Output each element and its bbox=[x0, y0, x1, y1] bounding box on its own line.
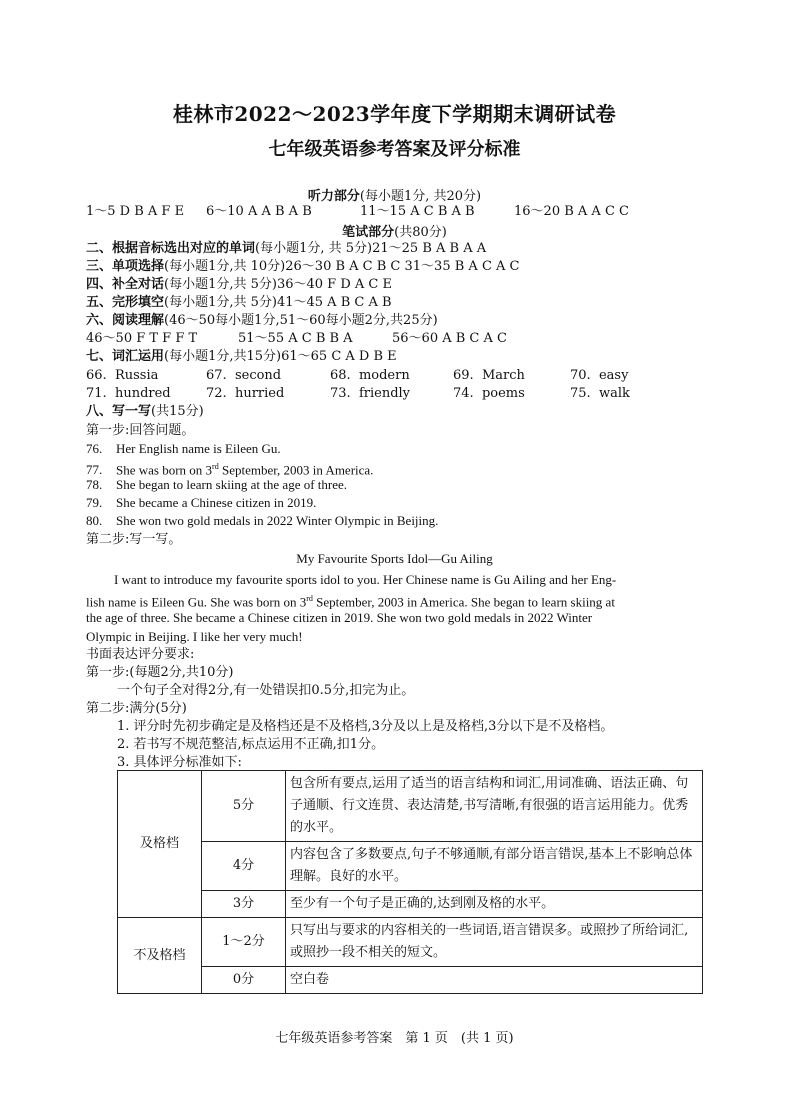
scoring-rule-3: 3. 具体评分标准如下: bbox=[117, 755, 242, 770]
step1-heading: 第一步:回答问题。 bbox=[86, 423, 195, 438]
section-2: 二、根据音标选出对应的单词(每小题1分, 共 5分)21～25 B A B A A bbox=[86, 241, 487, 256]
written-heading: 笔试部分(共80分) bbox=[342, 225, 447, 240]
score-cell: 0分 bbox=[202, 967, 286, 994]
vocab-72: 72. hurried bbox=[206, 386, 285, 401]
criteria-cell: 至少有一个句子是正确的,达到刚及格的水平。 bbox=[286, 891, 703, 918]
vocab-73: 73. friendly bbox=[330, 386, 411, 401]
section-5: 五、完形填空(每小题1分,共 5分)41～45 A B C A B bbox=[86, 295, 392, 310]
section-4: 四、补全对话(每小题1分,共 5分)36～40 F D A C E bbox=[86, 277, 392, 292]
table-row bbox=[118, 891, 703, 918]
listening-group-4: 16～20 B A A C C bbox=[514, 204, 629, 219]
essay-line-4: Olympic in Beijing. I like her very much! bbox=[86, 629, 303, 644]
pass-band-cell: 及格档 bbox=[118, 771, 202, 918]
section-3: 三、单项选择(每小题1分,共 10分)26～30 B A C B C 31～35 B A C A C bbox=[86, 259, 520, 274]
listening-group-2: 6～10 A A B A B bbox=[206, 204, 312, 219]
scoring-rule-2: 2. 若书写不规范整洁,标点运用不正确,扣1分。 bbox=[117, 737, 385, 752]
section-8: 八、写一写(共15分) bbox=[86, 404, 204, 419]
vocab-70: 70. easy bbox=[570, 368, 629, 383]
score-cell: 4分 bbox=[202, 842, 286, 891]
page-footer: 七年级英语参考答案 第 1 页 (共 1 页) bbox=[275, 1031, 514, 1046]
exam-subtitle: 七年级英语参考答案及评分标准 bbox=[268, 139, 521, 160]
vocab-74: 74. poems bbox=[453, 386, 525, 401]
listening-group-3: 11～15 A C B A B bbox=[360, 204, 475, 219]
score-cell: 3分 bbox=[202, 891, 286, 918]
scoring-rule-1: 1. 评分时先初步确定是及格档还是不及格档,3分及以上是及格档,3分以下是不及格档。 bbox=[117, 719, 614, 734]
criteria-cell: 只写出与要求的内容相关的一些词语,语言错误多。或照抄了所给词汇,或照抄一段不相关的短文。 bbox=[286, 918, 703, 967]
vocab-68: 68. modern bbox=[330, 368, 410, 383]
reading-group-2: 51～55 A C B B A bbox=[238, 331, 353, 346]
criteria-cell: 空白卷 bbox=[286, 967, 703, 994]
score-cell: 1～2分 bbox=[202, 918, 286, 967]
listening-heading: 听力部分(每小题1分, 共20分) bbox=[307, 189, 482, 204]
vocab-71: 71. hundred bbox=[86, 386, 171, 401]
scoring-rubric-table bbox=[117, 770, 703, 994]
scoring-heading: 书面表达评分要求: bbox=[86, 647, 195, 662]
essay-line-1: I want to introduce my favourite sports idol to you. Her Chinese name is Gu Ailing and her Eng- bbox=[114, 572, 617, 587]
essay-title: My Favourite Sports Idol—Gu Ailing bbox=[296, 551, 493, 566]
exam-title: 桂林市2022～2023学年度下学期期末调研试卷 bbox=[172, 102, 617, 126]
table-row bbox=[118, 967, 703, 994]
fail-band-cell: 不及格档 bbox=[118, 918, 202, 994]
vocab-69: 69. March bbox=[453, 368, 525, 383]
step2-heading: 第二步:写一写。 bbox=[86, 532, 182, 547]
table-row bbox=[118, 918, 703, 967]
table-row bbox=[118, 771, 703, 842]
answer-78: 78. She began to learn skiing at the age of three. bbox=[86, 477, 348, 492]
reading-group-3: 56～60 A B C A C bbox=[392, 331, 507, 346]
answer-76: 76. Her English name is Eileen Gu. bbox=[86, 441, 281, 456]
vocab-66: 66. Russia bbox=[86, 368, 159, 383]
criteria-cell: 包含所有要点,运用了适当的语言结构和词汇,用词准确、语法正确、句子通顺、行文连贯、表达清楚,书写清晰,有很强的语言运用能力。优秀的水平。 bbox=[286, 771, 703, 842]
essay-line-2: lish name is Eileen Gu. She was born on 3rd September, 2003 in America. She began to learn skiing at bbox=[86, 594, 615, 610]
answer-80: 80. She won two gold medals in 2022 Winter Olympic in Beijing. bbox=[86, 513, 439, 528]
vocab-75: 75. walk bbox=[570, 386, 630, 401]
scoring-step1-desc: 一个句子全对得2分,有一处错误扣0.5分,扣完为止。 bbox=[117, 683, 415, 698]
table-row bbox=[118, 842, 703, 891]
essay-line-3: the age of three. She became a Chinese citizen in 2019. She won two gold medals in 2022 Winter bbox=[86, 610, 593, 625]
criteria-cell: 内容包含了多数要点,句子不够通顺,有部分语言错误,基本上不影响总体理解。良好的水平。 bbox=[286, 842, 703, 891]
listening-group-1: 1～5 D B A F E bbox=[86, 204, 185, 219]
scoring-step2: 第二步:满分(5分) bbox=[86, 701, 187, 716]
vocab-67: 67. second bbox=[206, 368, 282, 383]
answer-79: 79. She became a Chinese citizen in 2019. bbox=[86, 495, 317, 510]
section-6: 六、阅读理解(46～50每小题1分,51～60每小题2分,共25分) bbox=[86, 313, 438, 328]
scoring-step1: 第一步:(每题2分,共10分) bbox=[86, 665, 234, 680]
answer-77: 77. She was born on 3rd September, 2003 in America. bbox=[86, 462, 374, 478]
reading-group-1: 46～50 F T F F T bbox=[86, 331, 198, 346]
score-cell: 5分 bbox=[202, 771, 286, 842]
section-7: 七、词汇运用(每小题1分,共15分)61～65 C A D B E bbox=[86, 349, 397, 364]
